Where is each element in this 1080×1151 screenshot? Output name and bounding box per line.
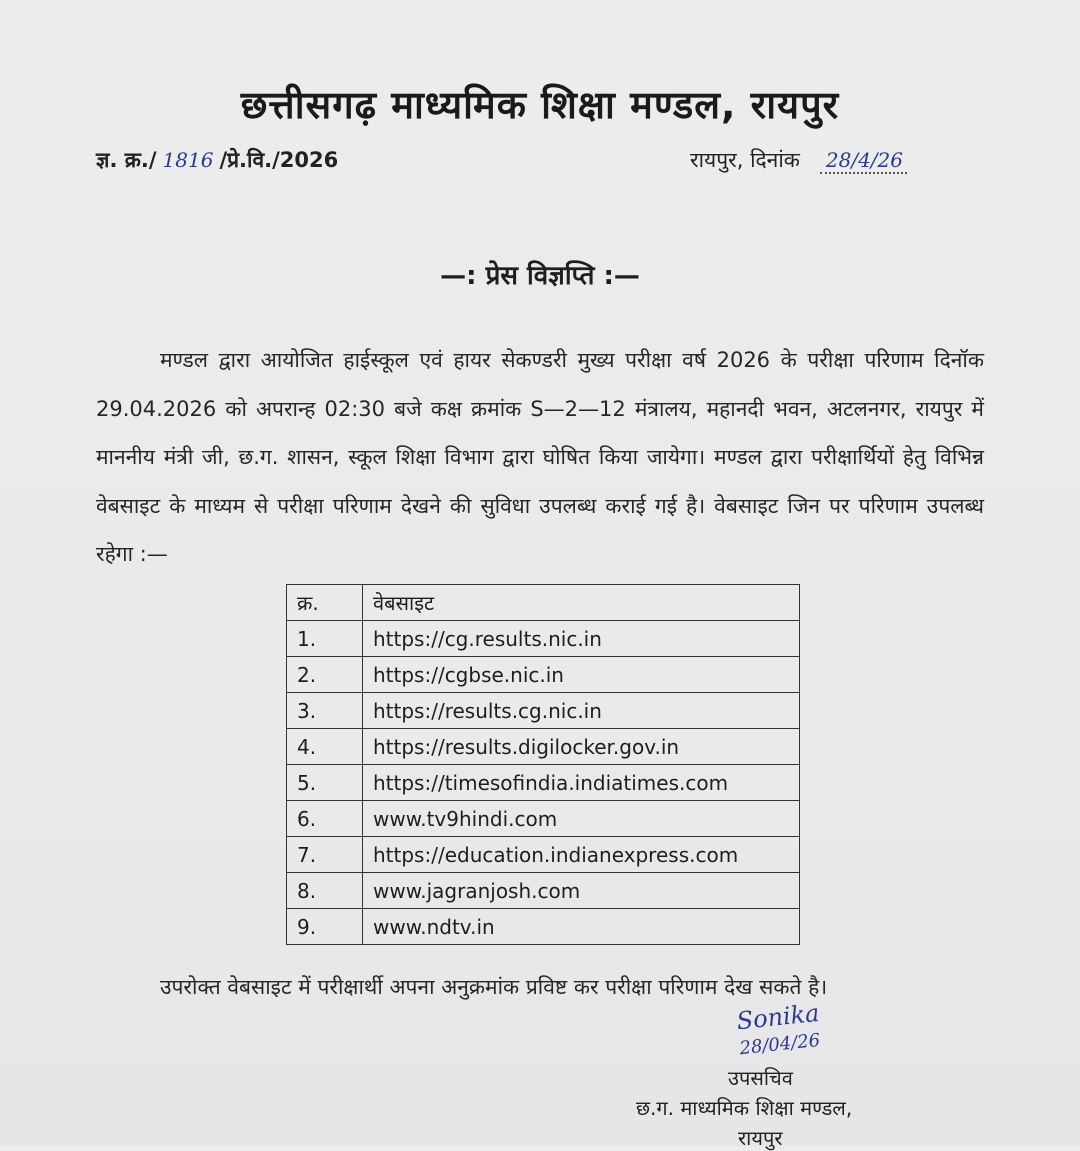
row-website: www.jagranjosh.com bbox=[363, 873, 800, 909]
table-row bbox=[287, 729, 800, 765]
table-row bbox=[287, 801, 800, 837]
signatory-designation: उपसचिव bbox=[728, 1066, 793, 1090]
signature-name: Sonika bbox=[735, 998, 821, 1036]
row-website: https://education.indianexpress.com bbox=[363, 837, 800, 873]
row-number: 1. bbox=[287, 621, 363, 657]
signature-date: 28/04/26 bbox=[738, 1029, 822, 1060]
table-row bbox=[287, 621, 800, 657]
row-website: https://timesofindia.indiatimes.com bbox=[363, 765, 800, 801]
row-number: 6. bbox=[287, 801, 363, 837]
table-row bbox=[287, 693, 800, 729]
column-header-serial: क्र. bbox=[287, 585, 363, 621]
signatory-city: रायपुर bbox=[738, 1126, 783, 1150]
row-number: 3. bbox=[287, 693, 363, 729]
press-release-heading: —: प्रेस विज्ञप्ति :— bbox=[440, 261, 640, 291]
row-website: https://results.cg.nic.in bbox=[363, 693, 800, 729]
row-number: 5. bbox=[287, 765, 363, 801]
closing-paragraph: उपरोक्त वेबसाइट में परीक्षार्थी अपना अनुक्रमांक प्रविष्ट कर परीक्षा परिणाम देख सकते है। bbox=[160, 975, 828, 999]
row-number: 4. bbox=[287, 729, 363, 765]
column-header-website: वेबसाइट bbox=[363, 585, 800, 621]
table-row bbox=[287, 873, 800, 909]
ref-suffix: /प्रे.वि./2026 bbox=[219, 148, 339, 172]
row-number: 8. bbox=[287, 873, 363, 909]
date-line bbox=[690, 146, 907, 174]
handwritten-signature bbox=[735, 998, 824, 1060]
ref-prefix: ज्ञ. क्र./ bbox=[96, 148, 157, 172]
table-row bbox=[287, 837, 800, 873]
row-website: www.tv9hindi.com bbox=[363, 801, 800, 837]
row-website: www.ndtv.in bbox=[363, 909, 800, 945]
date-label: रायपुर, दिनांक bbox=[690, 148, 800, 172]
signatory-organization: छ.ग. माध्यमिक शिक्षा मण्डल, bbox=[636, 1096, 853, 1120]
board-title: छत्तीसगढ़ माध्यमिक शिक्षा मण्डल, रायपुर bbox=[240, 83, 840, 127]
row-website: https://cg.results.nic.in bbox=[363, 621, 800, 657]
table-row bbox=[287, 657, 800, 693]
announcement-paragraph: मण्डल द्वारा आयोजित हाईस्कूल एवं हायर सेकण्डरी मुख्य परीक्षा वर्ष 2026 के परीक्षा परिणाम दिनॉक 29.04.2026 को अपरान्ह 02:30 बजे कक्ष क्रमांक S—2—12 मंत्रालय, महानदी भवन, अटलनगर, रायपुर में माननीय मंत्री जी, छ.ग. शासन, स्कूल शिक्षा विभाग द्वारा घोषित किया जायेगा। मण्डल द्वारा परीक्षार्थियों हेतु विभिन्न वेबसाइट के माध्यम से परीक्षा परिणाम देखने की सुविधा उपलब्ध कराई गई है। वेबसाइट जिन पर परिणाम उपलब्ध रहेगा :— bbox=[96, 348, 984, 566]
row-website: https://results.digilocker.gov.in bbox=[363, 729, 800, 765]
date-handwritten: 28/4/26 bbox=[820, 148, 907, 174]
websites-table bbox=[286, 584, 800, 945]
table-row bbox=[287, 909, 800, 945]
reference-number bbox=[96, 146, 338, 174]
row-website: https://cgbse.nic.in bbox=[363, 657, 800, 693]
table-row bbox=[287, 765, 800, 801]
row-number: 9. bbox=[287, 909, 363, 945]
row-number: 2. bbox=[287, 657, 363, 693]
table-header-row bbox=[287, 585, 800, 621]
ref-number-handwritten: 1816 bbox=[162, 148, 214, 172]
row-number: 7. bbox=[287, 837, 363, 873]
